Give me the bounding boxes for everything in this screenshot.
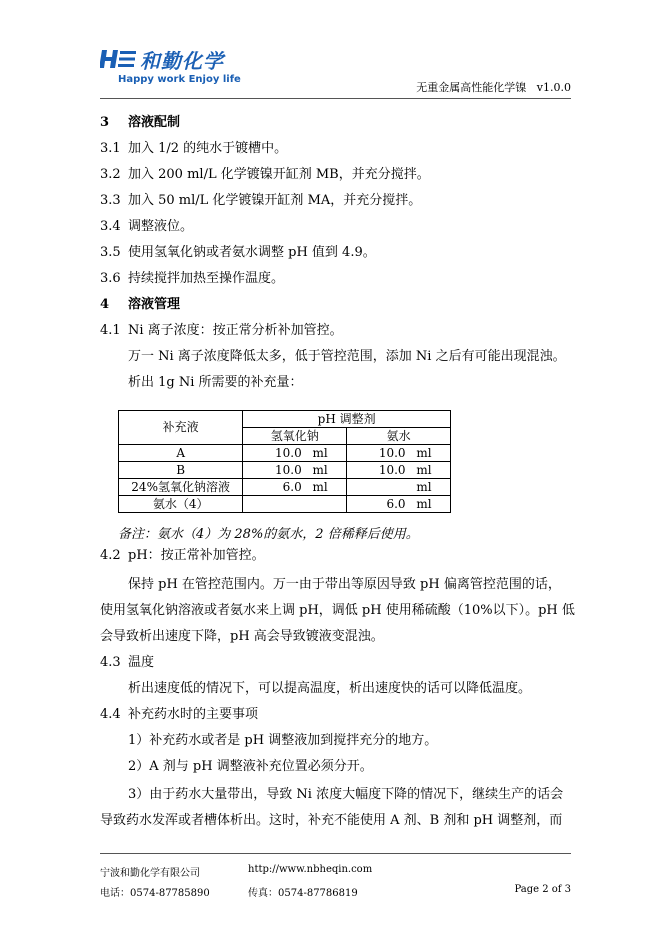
table-cell (347, 462, 451, 479)
table-note: 备注：氨水（4）为 28%的氨水，2 倍稀释后使用。 (118, 527, 419, 542)
paragraph-line: 导致药水发浑或者槽体析出。这时，补充不能使用 A 剂、B 剂和 pH 调整剂，而 (100, 813, 563, 828)
cell-unit: ml (312, 445, 328, 460)
item-number: 4.4 (100, 707, 121, 722)
footer-website: http://www.nbheqin.com (248, 864, 373, 875)
paragraph-line: 3）由于药水大量带出，导致 Ni 浓度大幅度下降的情况下，继续生产的话会 (128, 787, 564, 802)
paragraph: 万一 Ni 离子浓度降低太多，低于管控范围，添加 Ni 之后有可能出现混浊。 (128, 349, 566, 364)
item-number: 3.6 (100, 271, 121, 286)
paragraph-line: 析出速度低的情况下，可以提高温度，析出速度快的话可以降低温度。 (128, 681, 532, 696)
section-3-number: 3 (100, 115, 110, 130)
list-item (100, 270, 284, 288)
section-4-title: 溶液管理 (128, 297, 181, 312)
table-subheader-naoh: 氢氧化钠 (243, 428, 347, 445)
table-cell-label: 24%氢氧化钠溶液 (119, 479, 243, 496)
item-text: 加入 50 ml/L 化学镀镍开缸剂 MA，并充分搅拌。 (128, 193, 422, 208)
paragraph: 析出 1g Ni 所需要的补充量： (128, 375, 303, 390)
list-item (100, 244, 376, 262)
document-title-text: 无重金属高性能化学镍 (416, 81, 527, 94)
item-number: 3.3 (100, 193, 121, 208)
item-text: pH：按正常补加管控。 (128, 548, 265, 563)
table-cell (243, 496, 347, 513)
item-text: Ni 离子浓度：按正常分析补加管控。 (128, 323, 343, 338)
item-number: 3.4 (100, 219, 121, 234)
table-cell (243, 462, 347, 479)
table-row (119, 496, 451, 513)
item-number: 4.2 (100, 548, 121, 563)
cell-value: 10.0 (275, 445, 302, 460)
section-4-heading (100, 296, 180, 314)
list-item (100, 166, 430, 184)
footer-fax: 传真：0574-87786819 (248, 888, 358, 899)
table-header-label: 补充液 (119, 411, 243, 445)
table-header-group: pH 调整剂 (243, 411, 451, 428)
document-version: v1.0.0 (536, 81, 571, 94)
subsection-4-2 (100, 547, 265, 565)
paragraph-line: 使用氢氧化钠溶液或者氨水来上调 pH，调低 pH 使用稀硫酸（10%以下）。pH 低 (100, 603, 575, 618)
footer-page-number: Page 2 of 3 (514, 884, 571, 895)
item-number: 3.2 (100, 167, 121, 182)
table-cell (243, 445, 347, 462)
table-cell (243, 479, 347, 496)
section-4-number: 4 (100, 297, 110, 312)
section-3-title: 溶液配制 (128, 115, 181, 130)
table-row (119, 479, 451, 496)
table-row (119, 445, 451, 462)
cell-value: 6.0 (386, 496, 406, 511)
item-number: 4.1 (100, 323, 121, 338)
company-logo (100, 44, 260, 88)
table-header-row (119, 411, 451, 428)
table-row (119, 462, 451, 479)
table-cell (347, 496, 451, 513)
subsection-4-3 (100, 654, 154, 672)
item-number: 3.1 (100, 141, 121, 156)
table-cell (347, 445, 451, 462)
item-number: 3.5 (100, 245, 121, 260)
document-title (416, 79, 571, 95)
supplement-table (118, 410, 451, 513)
cell-value: 6.0 (282, 479, 302, 494)
subsection-4-1 (100, 322, 343, 340)
logo-mark-icon (100, 48, 138, 70)
cell-value: 10.0 (378, 445, 406, 460)
logo-tagline: Happy work Enjoy life (118, 74, 241, 85)
item-text: 调整液位。 (128, 219, 194, 234)
paragraph-line: 会导致析出速度下降，pH 高会导致镀液变混浊。 (100, 629, 384, 644)
table-cell-label: 氨水（4） (119, 496, 243, 513)
list-item (100, 192, 421, 210)
cell-unit: ml (312, 462, 328, 477)
cell-value: 10.0 (378, 462, 406, 477)
logo-name: 和勤化学 (140, 49, 224, 73)
item-text: 加入 200 ml/L 化学镀镍开缸剂 MB，并充分搅拌。 (128, 167, 430, 182)
item-text: 温度 (128, 655, 155, 670)
item-text: 加入 1/2 的纯水于镀槽中。 (128, 141, 288, 156)
section-3-heading (100, 114, 180, 132)
paragraph-line: 2）A 剂与 pH 调整液补充位置必须分开。 (128, 759, 373, 774)
item-text: 持续搅拌加热至操作温度。 (128, 271, 285, 286)
list-item (100, 218, 193, 236)
item-text: 使用氢氧化钠或者氨水调整 pH 值到 4.9。 (128, 245, 376, 260)
table-cell (347, 479, 451, 496)
table-subheader-ammonia: 氨水 (347, 428, 451, 445)
cell-unit: ml (416, 479, 432, 494)
cell-unit: ml (416, 445, 432, 460)
cell-unit: ml (312, 479, 328, 494)
footer-phone: 电话：0574-87785890 (100, 888, 210, 899)
cell-unit: ml (416, 462, 432, 477)
footer-company: 宁波和勤化学有限公司 (100, 868, 200, 879)
subsection-4-4 (100, 706, 258, 724)
header-divider (100, 98, 571, 99)
cell-unit: ml (416, 496, 432, 511)
table-cell-label: A (119, 445, 243, 462)
table-cell-label: B (119, 462, 243, 479)
footer-divider (100, 853, 571, 854)
cell-value: 10.0 (275, 462, 302, 477)
list-item (100, 140, 287, 158)
paragraph-line: 保持 pH 在管控范围内。万一由于带出等原因导致 pH 偏离管控范围的话， (128, 577, 561, 592)
item-number: 4.3 (100, 655, 121, 670)
paragraph-line: 1）补充药水或者是 pH 调整液加到搅拌充分的地方。 (128, 733, 438, 748)
item-text: 补充药水时的主要事项 (128, 707, 259, 722)
